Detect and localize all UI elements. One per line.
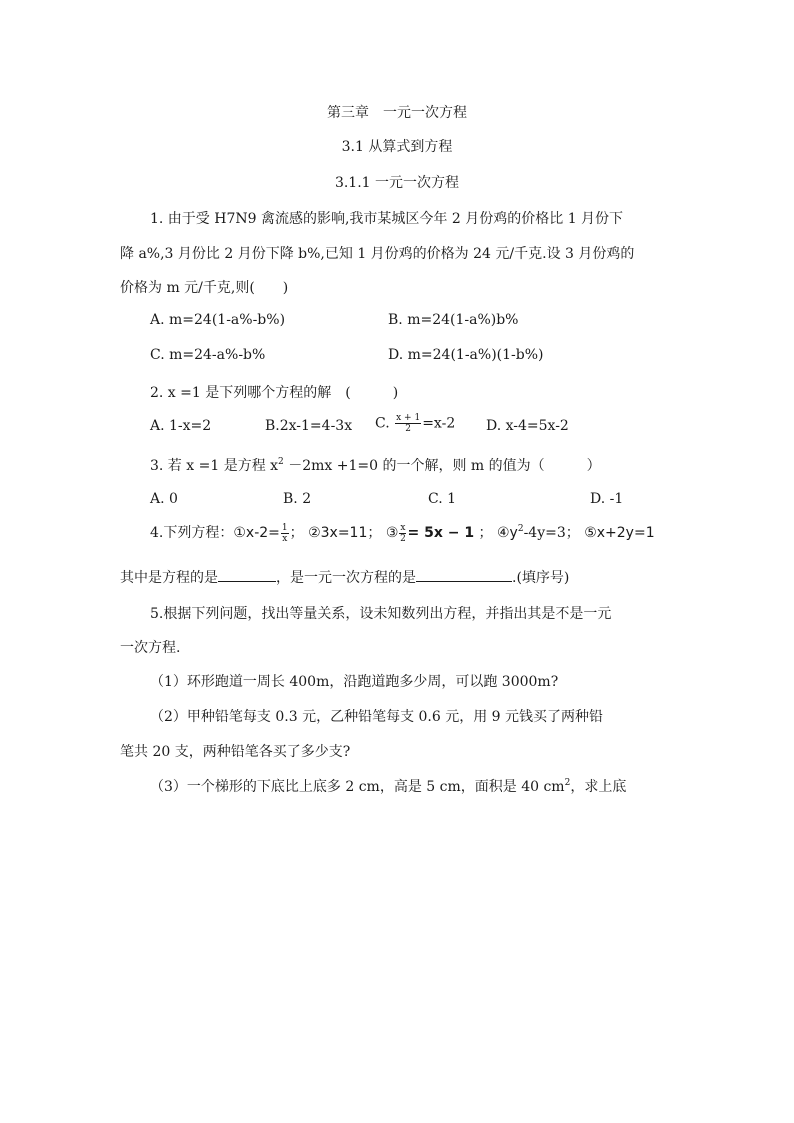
q3-text-after: －2mx +1=0 的一个解，则 m 的值为（ ）	[283, 458, 601, 474]
q4-eq4-superscript: 2	[517, 524, 524, 534]
q4-eq3-start: ③	[385, 525, 399, 541]
chapter-title: 第三章 一元一次方程	[327, 105, 467, 121]
q4-eq1-end: ；	[289, 525, 304, 541]
q4-eq1-start: ①x-2=	[233, 525, 280, 541]
q1-line2: 降 a%,3 月份比 2 月份下降 b%,已知 1 月份鸡的价格为 24 元/千克.设 3 月份鸡的	[120, 246, 635, 262]
q5-part2-line2: 笔共 20 支，两种铅笔各买了多少支?	[120, 744, 351, 760]
subsection-title: 3.1.1 一元一次方程	[334, 175, 460, 191]
q2-option-d: D. x-4=5x-2	[486, 418, 569, 434]
q5-part3	[150, 776, 626, 796]
q4-eq3-fraction	[399, 523, 406, 544]
q4-eq1-denominator: x	[282, 533, 288, 544]
q2-option-c-rest: =x-2	[422, 415, 456, 432]
q2-text: 2. x =1 是下列哪个方程的解 ( )	[150, 385, 399, 401]
q3-text-before: 3. 若 x =1 是方程 x	[150, 458, 279, 474]
q3-option-b: B. 2	[283, 491, 312, 507]
q2-option-c-numerator: x + 1	[396, 413, 421, 423]
q5-part3-start: （3）一个梯形的下底比上底多 2 cm，高是 5 cm，面积是 40 cm	[150, 779, 565, 795]
q3-text	[150, 455, 601, 475]
q4-line2-part3: .(填序号)	[512, 570, 570, 586]
q5-part1: （1）环形跑道一周长 400m，沿跑道跑多少周，可以跑 3000m?	[150, 674, 559, 690]
q4-eq1-numerator: 1	[281, 522, 288, 533]
q2-option-c	[375, 413, 455, 434]
section-title: 3.1 从算式到方程	[341, 139, 453, 155]
q4-eq3-numerator: x	[400, 522, 406, 533]
q1-option-b: B. m=24(1-a%)b%	[388, 312, 519, 328]
q5-line1: 5.根据下列问题，找出等量关系，设未知数列出方程，并指出其是不是一元	[150, 606, 612, 622]
q4-eq1-fraction	[281, 523, 289, 544]
q5-part3-end: ，求上底	[570, 779, 627, 795]
q3-superscript: 2	[278, 457, 284, 467]
q1-line1: 1. 由于受 H7N9 禽流感的影响,我市某城区今年 2 月份鸡的价格比 1 月份下	[150, 211, 624, 227]
q2-option-b: B.2x-1=4-3x	[265, 418, 353, 434]
q4-eq2: ②3x=11；	[308, 525, 382, 541]
q4-eq3-rhs: = 5x − 1	[407, 525, 475, 541]
q3-option-d: D. -1	[590, 491, 624, 507]
q3-option-c: C. 1	[428, 491, 457, 507]
q4-prefix: 4.下列方程：	[150, 525, 234, 541]
q2-option-c-fraction	[395, 413, 421, 434]
q1-option-d: D. m=24(1-a%)(1-b%)	[388, 347, 544, 363]
q4-line2	[120, 567, 569, 587]
q4-eq4-end: -4y=3；	[523, 525, 580, 541]
q2-option-c-denominator: 2	[405, 424, 412, 434]
q5-part2-line1: （2）甲种铅笔每支 0.3 元，乙种铅笔每支 0.6 元，用 9 元钱买了两种铅	[150, 709, 604, 725]
q4-eq3-end: ；	[478, 525, 493, 541]
q4-eq3-denominator: 2	[400, 533, 406, 544]
q5-line2: 一次方程.	[120, 640, 181, 656]
q4-eq4-start: ④y	[496, 525, 518, 541]
q2-option-a: A. 1-x=2	[150, 418, 212, 434]
q1-option-a: A. m=24(1-a%-b%)	[150, 312, 286, 328]
q1-line3: 价格为 m 元/千克,则( )	[120, 280, 289, 296]
q2-option-c-label: C.	[375, 415, 390, 432]
q4-line2-part2: ，是一元一次方程的是	[276, 570, 416, 586]
q4-eq5: ⑤x+2y=1	[584, 525, 655, 541]
q4-line2-part1: 其中是方程的是	[120, 570, 218, 586]
q4-equations	[150, 522, 655, 544]
q4-blank-equations[interactable]	[218, 567, 276, 582]
q5-part3-superscript: 2	[564, 778, 571, 788]
q4-blank-linear[interactable]	[416, 567, 512, 582]
q3-option-a: A. 0	[150, 491, 178, 507]
q1-option-c: C. m=24-a%-b%	[150, 347, 266, 363]
